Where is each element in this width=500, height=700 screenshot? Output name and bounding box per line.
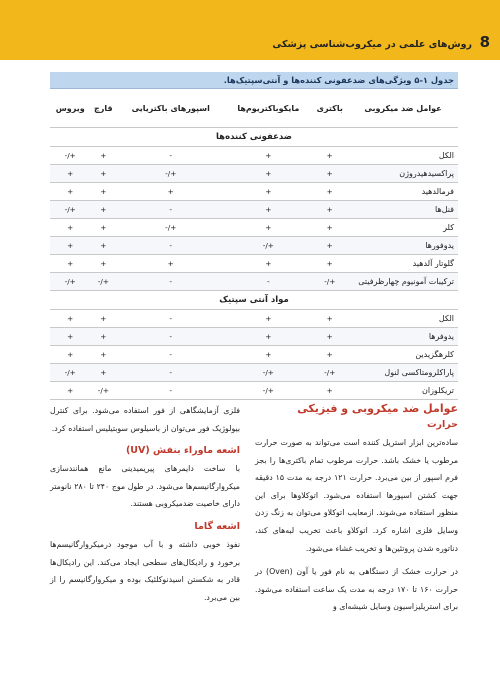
agent-name: یدوفرها <box>348 328 458 346</box>
table-cell: + <box>90 183 116 201</box>
table-cell: +/- <box>225 382 311 400</box>
table-row <box>50 201 458 219</box>
table-cell: + <box>50 328 90 346</box>
table-cell: +/- <box>90 382 116 400</box>
table-cell: +/- <box>225 237 311 255</box>
table-cell: + <box>311 237 348 255</box>
table-cell: - <box>116 201 225 219</box>
table-row <box>50 310 458 328</box>
table-cell: +/- <box>116 219 225 237</box>
agent-name: فنل‌ها <box>348 201 458 219</box>
table-cell: + <box>50 237 90 255</box>
column-header: اسپورهای باکتریایی <box>116 89 225 128</box>
uv-paragraph: با ساخت دایمرهای پیریمیدینی مانع همانندسازی میکروارگانیسم‌ها می‌شود. در طول موج ۲۴۰ تا ۲۸۰ نانومتر دارای خاصیت ضدمیکروبی هستند. <box>50 464 240 509</box>
table-row <box>50 147 458 165</box>
right-column <box>255 402 458 616</box>
table-cell: + <box>311 201 348 219</box>
table-cell: + <box>311 219 348 237</box>
agent-name: الکل <box>348 147 458 165</box>
table-cell: - <box>116 147 225 165</box>
table-row <box>50 219 458 237</box>
agent-name: ترکیبات آمونیوم چهارظرفیتی <box>348 273 458 291</box>
uv-heading: اشعه ماوراء بنفش (UV) <box>125 445 240 457</box>
agent-name: پاراکلرومتاکسی لنول <box>348 364 458 382</box>
table-cell: + <box>225 147 311 165</box>
table-cell: +/- <box>50 273 90 291</box>
table-cell: + <box>50 255 90 273</box>
table-cell: + <box>225 328 311 346</box>
left-column <box>50 402 240 606</box>
agent-name: گلوتار آلدهید <box>348 255 458 273</box>
agent-name: کلرهگزیدین <box>348 346 458 364</box>
table-cell: + <box>116 183 225 201</box>
table-cell: - <box>116 273 225 291</box>
gamma-paragraph: نفوذ خوبی داشته و با آب موجود درمیکروارگانیسم‌ها برخورد و رادیکال‌های سطحی ایجاد می‌کند. این رادیکال‌ها قادر به شکستن اسیدنوکلئیک بوده و میکروارگانیسم را از بین می‌برد. <box>50 539 240 602</box>
table-cell: - <box>116 237 225 255</box>
column-header: مایکوباکتریوم‌ها <box>225 89 311 128</box>
table-cell: + <box>90 328 116 346</box>
group-row <box>50 291 458 310</box>
table-row <box>50 346 458 364</box>
gamma-heading: اشعه گاما <box>194 520 240 532</box>
running-title: روش‌های علمی در میکروب‌شناسی پزشکی <box>272 39 472 50</box>
agent-name: کلر <box>348 219 458 237</box>
table-row <box>50 165 458 183</box>
oven-paragraph: در حرارت خشک از دستگاهی به نام فور یا آون (Oven) در حرارت ۱۶۰ تا ۱۷۰ درجه به مدت یک ساعت استفاده می‌شود. برای استریلیزاسیون وسایل شیشه‌ای و <box>255 567 458 612</box>
table-cell: + <box>225 219 311 237</box>
table-cell: +/- <box>90 273 116 291</box>
group-row <box>50 128 458 147</box>
section-heading: عوامل ضد میکروبی و فیزیکی <box>297 402 458 415</box>
table-cell: + <box>90 201 116 219</box>
table-header-row <box>50 89 458 128</box>
heat-subheading: حرارت <box>426 419 458 430</box>
table-cell: + <box>50 219 90 237</box>
table-cell: + <box>311 255 348 273</box>
table-cell: +/- <box>50 364 90 382</box>
column-header: عوامل ضد میکروبی <box>348 89 458 128</box>
heat-paragraph: ساده‌ترین ابزار استریل کننده است می‌تواند به صورت حرارت مرطوب یا خشک باشد. حرارت مرطوب تمام باکتری‌ها را بجز فرم اسپور از بین می‌برد. حرارت ۱۲۱ درجه به مدت ۱۵ دقیقه جهت کشتن اسپورها استفاده می‌شود. اتوکلاوها برای این منظور استفاده می‌شوند. ازمعایب اتوکلاو می‌توان به زنگ زدن وسایل فلزی اشاره کرد. اتوکلاو باعث تخریب لبه‌های کند، دناتوره شدن پروتئین‌ها و تخریب غشاء می‌شود. <box>255 438 458 553</box>
table-cell: - <box>116 328 225 346</box>
table-cell: +/- <box>50 201 90 219</box>
table-cell: - <box>116 364 225 382</box>
table-cell: + <box>50 346 90 364</box>
table <box>50 89 458 400</box>
table-cell: - <box>116 310 225 328</box>
agent-name: فرمالدهید <box>348 183 458 201</box>
table-cell: + <box>90 364 116 382</box>
table-cell: + <box>50 382 90 400</box>
table-cell: + <box>50 183 90 201</box>
table-caption: جدول ۱-۵ ویژگی‌های ضدعفونی کننده‌ها و آنتی‌سپتیک‌ها. <box>50 72 458 89</box>
table-cell: - <box>225 273 311 291</box>
table-cell: + <box>116 255 225 273</box>
column-header: ویروس <box>50 89 90 128</box>
page-number: 8 <box>479 33 490 51</box>
table-cell: + <box>90 346 116 364</box>
agent-name: پراکسیدهیدروژن <box>348 165 458 183</box>
table-cell: + <box>311 147 348 165</box>
table-cell: - <box>116 346 225 364</box>
table-row <box>50 364 458 382</box>
table-cell: + <box>311 183 348 201</box>
table-row <box>50 328 458 346</box>
table-cell: + <box>90 255 116 273</box>
agent-name: تریکلوزان <box>348 382 458 400</box>
table-cell: + <box>311 165 348 183</box>
table-cell: +/- <box>50 147 90 165</box>
table-cell: + <box>225 255 311 273</box>
table-row <box>50 255 458 273</box>
table-cell: + <box>225 310 311 328</box>
table-cell: +/- <box>116 165 225 183</box>
agent-name: الکل <box>348 310 458 328</box>
property-table <box>50 72 458 400</box>
table-cell: + <box>311 346 348 364</box>
column-header: باکتری <box>311 89 348 128</box>
table-row <box>50 382 458 400</box>
group-title: مواد آنتی سپتیک <box>50 291 458 310</box>
table-cell: + <box>225 201 311 219</box>
column-header: قارچ <box>90 89 116 128</box>
table-cell: +/- <box>311 273 348 291</box>
table-cell: +/- <box>225 364 311 382</box>
table-cell: +/- <box>311 364 348 382</box>
table-cell: + <box>90 165 116 183</box>
table-row <box>50 183 458 201</box>
table-row <box>50 237 458 255</box>
table-cell: + <box>90 219 116 237</box>
table-cell: + <box>311 382 348 400</box>
group-title: ضدعفونی کننده‌ها <box>50 128 458 147</box>
table-cell: + <box>90 147 116 165</box>
table-cell: + <box>311 310 348 328</box>
table-cell: + <box>311 328 348 346</box>
table-cell: - <box>116 382 225 400</box>
table-cell: + <box>90 310 116 328</box>
table-cell: + <box>225 165 311 183</box>
table-cell: + <box>225 183 311 201</box>
table-cell: + <box>90 237 116 255</box>
table-cell: + <box>50 165 90 183</box>
table-row <box>50 273 458 291</box>
table-cell: + <box>50 310 90 328</box>
oven-continuation: فلزی آزمایشگاهی از فور استفاده می‌شود. برای کنترل بیولوژیک فور می‌توان از باسیلوس سوبتیلیس استفاده کرد. <box>50 406 240 433</box>
agent-name: یدوفورها <box>348 237 458 255</box>
table-cell: + <box>225 346 311 364</box>
header-bar <box>0 0 500 60</box>
